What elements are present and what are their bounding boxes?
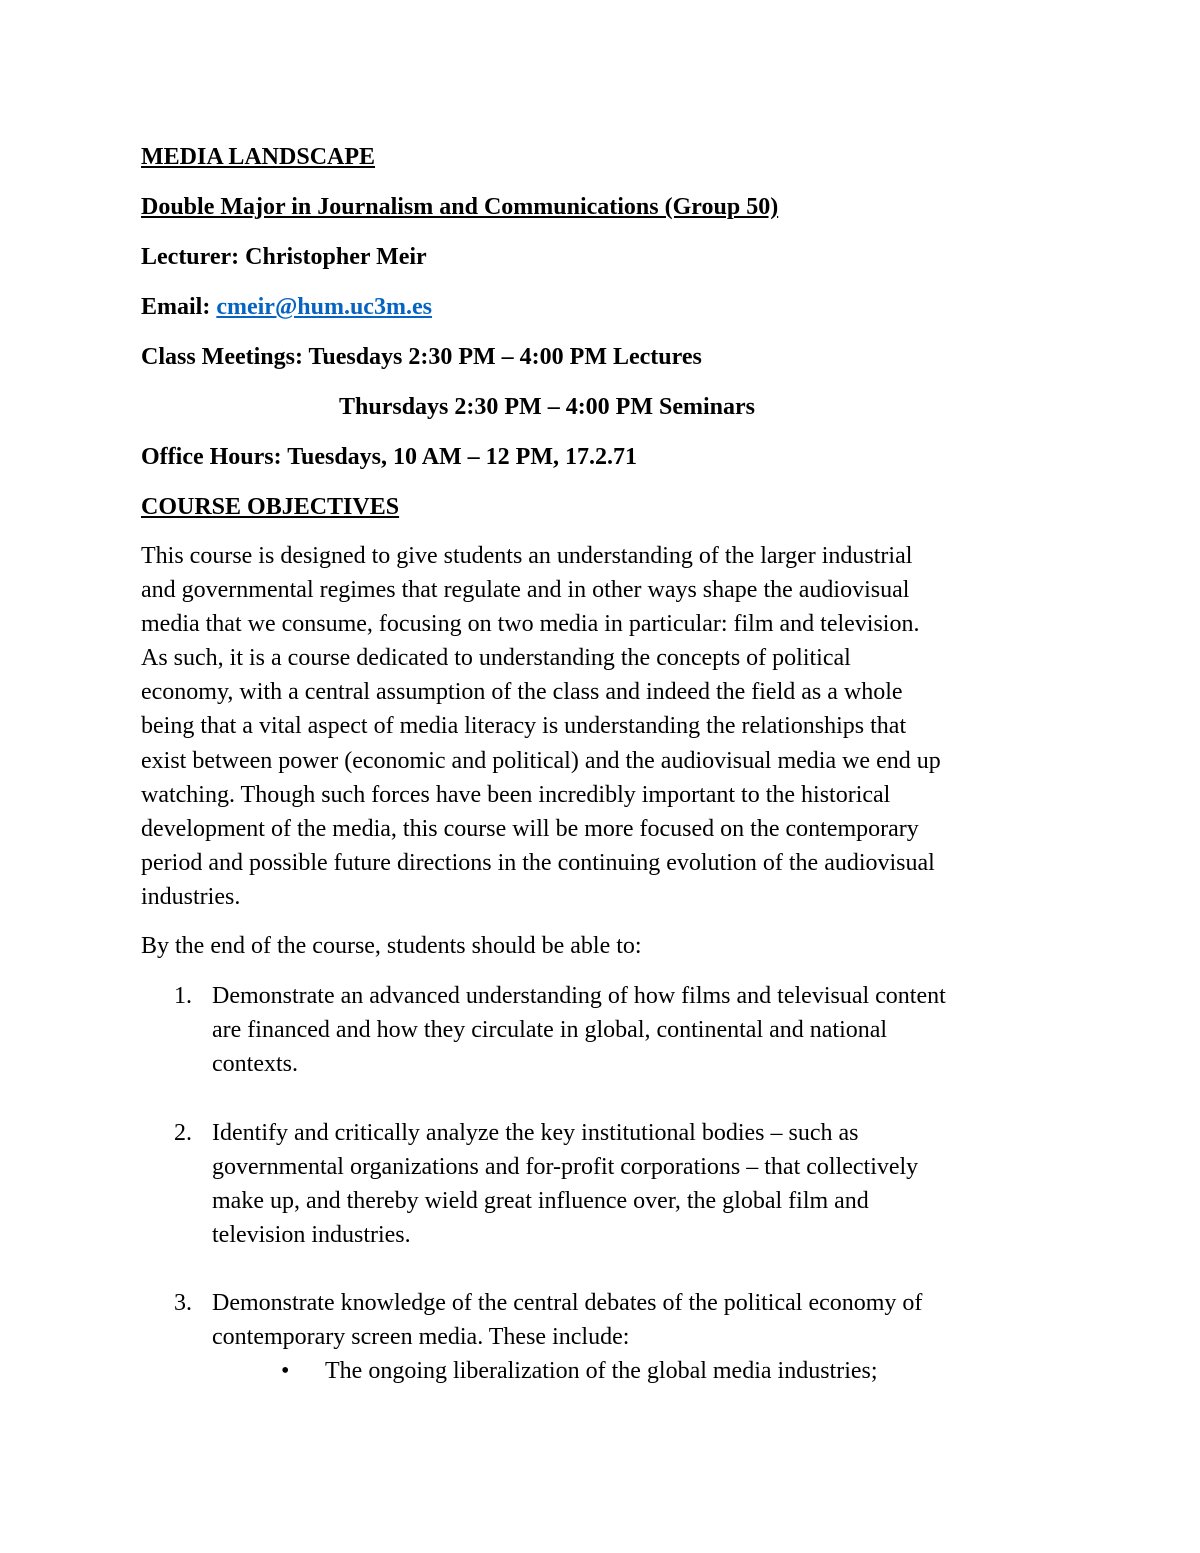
list-number: 1. — [174, 983, 192, 1009]
class-meetings-line: Class Meetings: Tuesdays 2:30 PM – 4:00 PM Lectures — [141, 344, 702, 370]
list-item-line: Demonstrate an advanced understanding of how films and televisual content — [212, 983, 946, 1009]
list-item-line: governmental organizations and for-profit corporations – that collectively — [212, 1154, 919, 1180]
list-number: 3. — [174, 1290, 192, 1316]
paragraph-line: economy, with a central assumption of the class and indeed the field as a whole — [141, 679, 903, 706]
objectives-intro: By the end of the course, students should be able to: — [141, 933, 642, 959]
paragraph-line: industries. — [141, 883, 241, 910]
paragraph-line: watching. Though such forces have been incredibly important to the historical — [141, 781, 891, 808]
email-line — [141, 290, 432, 324]
paragraph-line: media that we consume, focusing on two media in particular: film and television. — [141, 611, 920, 638]
bullet-icon: • — [281, 1358, 290, 1384]
paragraph-line: being that a vital aspect of media literacy is understanding the relationships that — [141, 713, 907, 740]
list-item-text — [212, 1116, 1072, 1252]
program-name: Double Major in Journalism and Communications (Group 50) — [141, 194, 779, 220]
class-meetings-seminars-line: Thursdays 2:30 PM – 4:00 PM Seminars — [339, 394, 755, 420]
paragraph-line: As such, it is a course dedicated to understanding the concepts of political — [141, 645, 851, 672]
list-number: 2. — [174, 1120, 192, 1146]
email-link[interactable]: cmeir@hum.uc3m.es — [216, 294, 432, 320]
office-hours-line: Office Hours: Tuesdays, 10 AM – 12 PM, 17.2.71 — [141, 444, 637, 470]
email-label: Email: — [141, 294, 217, 320]
list-item-line: are financed and how they circulate in global, continental and national — [212, 1017, 888, 1043]
paragraph-line: and governmental regimes that regulate and in other ways shape the audiovisual — [141, 577, 910, 604]
list-item-line: television industries. — [212, 1222, 411, 1248]
objectives-paragraph — [141, 539, 1066, 914]
list-item-line: contexts. — [212, 1051, 298, 1077]
lecturer-line: Lecturer: Christopher Meir — [141, 244, 427, 270]
paragraph-line: exist between power (economic and political) and the audiovisual media we end up — [141, 747, 941, 774]
course-title: MEDIA LANDSCAPE — [141, 144, 376, 170]
paragraph-line: development of the media, this course will be more focused on the contemporary — [141, 815, 919, 842]
list-item-line: Demonstrate knowledge of the central debates of the political economy of — [212, 1290, 923, 1316]
paragraph-line: period and possible future directions in the continuing evolution of the audiovisual — [141, 849, 935, 876]
list-item-text — [212, 1286, 1072, 1354]
list-item-line: make up, and thereby wield great influence over, the global film and — [212, 1188, 869, 1214]
objectives-heading: COURSE OBJECTIVES — [141, 494, 400, 520]
list-item-text — [212, 979, 1072, 1081]
paragraph-line: This course is designed to give students an understanding of the larger industrial — [141, 543, 913, 569]
list-item-line: Identify and critically analyze the key institutional bodies – such as — [212, 1120, 859, 1146]
list-item-line: contemporary screen media. These include: — [212, 1324, 630, 1350]
bullet-text: The ongoing liberalization of the global media industries; — [325, 1358, 878, 1384]
